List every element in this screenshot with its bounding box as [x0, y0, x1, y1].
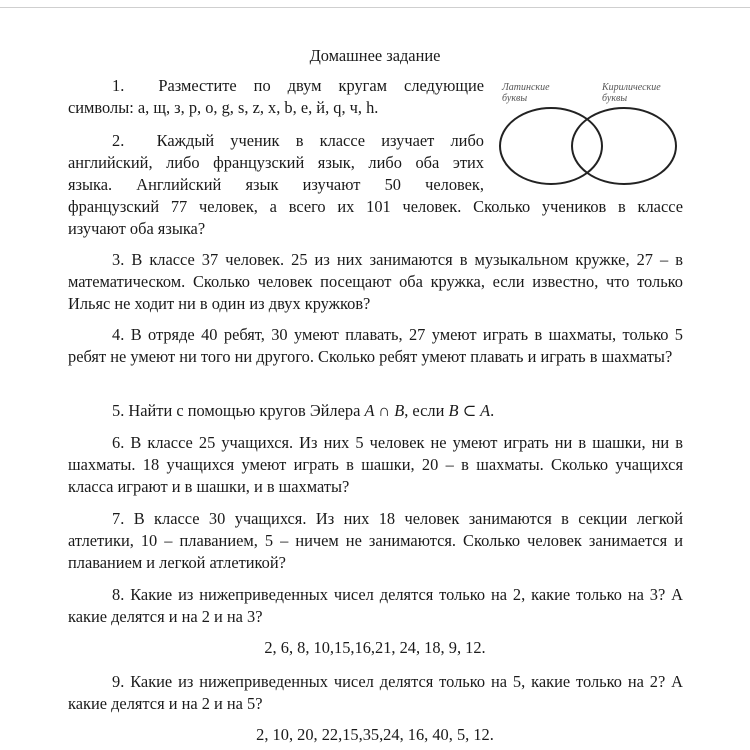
task-2-line-5: изучают оба языка? — [68, 219, 206, 238]
math-intersection: A ∩ B — [364, 401, 405, 420]
task-3: 3. В классе 37 человек. 25 из них занимаются в музыкальном кружке, 27 – в математическом. Сколько человек посещают оба кружка, если известно, что только Ильяс не ходит ни в один из двух кружков? — [68, 250, 683, 313]
task-2-line-3: языка. Английский язык изучают 50 человек, — [68, 175, 484, 194]
math-subset: B ⊂ A — [448, 401, 491, 420]
task-1-line-1: 1. Разместите по двум кругам следующие — [112, 76, 485, 95]
top-divider — [0, 7, 750, 8]
task-1 — [68, 75, 484, 119]
task-7: 7. В классе 30 учащихся. Из них 18 человек занимаются в секции легкой атлетики, 10 – плаванием, 5 – ничем не занимаются. Сколько человек занимается и плаванием и легкой атлетикой? — [68, 509, 683, 572]
task-9: 9. Какие из нижеприведенных чисел делятся только на 5, какие только на 2? А какие делятся и на 2 и на 5? — [68, 672, 683, 713]
page-title: Домашнее задание — [309, 46, 441, 65]
venn-left-label: Латинские буквы — [502, 82, 550, 104]
task-2-continued — [68, 196, 683, 240]
task-8: 8. Какие из нижеприведенных чисел делятся только на 2, какие только на 3? А какие делятся и на 2 и на 3? — [68, 585, 683, 626]
task-2 — [68, 130, 484, 196]
task-5: 5. Найти с помощью кругов Эйлера A ∩ B, если B ⊂ A. — [112, 401, 495, 420]
venn-circles-icon — [494, 76, 684, 191]
task-4: 4. В отряде 40 ребят, 30 умеют плавать, 27 умеют играть в шахматы, только 5 ребят не умеют ни того ни другого. Сколько ребят умеют плавать и играть в шахматы? — [68, 325, 683, 366]
task-8-numbers: 2, 6, 8, 10,15,16,21, 24, 18, 9, 12. — [264, 638, 486, 657]
task-9-numbers: 2, 10, 20, 22,15,35,24, 16, 40, 5, 12. — [256, 725, 494, 744]
venn-diagram — [494, 76, 684, 191]
task-6: 6. В классе 25 учащихся. Из них 5 человек не умеют играть ни в шашки, ни в шахматы. 18 учащихся умеют играть в шашки, 20 – в шахматы. Сколько учащихся класса играют и в шашки, и в шахматы? — [68, 433, 683, 496]
task-2-line-2: английский, либо французский язык, либо оба этих — [68, 153, 484, 172]
task-1-line-2: символы: a, щ, з, p, o, g, s, z, x, b, e, й, q, ч, h. — [68, 98, 379, 117]
task-2-line-4: французский 77 человек, а всего их 101 человек. Сколько учеников в классе — [68, 197, 683, 216]
task-2-line-1: 2. Каждый ученик в классе изучает либо — [112, 131, 484, 150]
venn-right-label: Кирилические буквы — [602, 82, 661, 104]
